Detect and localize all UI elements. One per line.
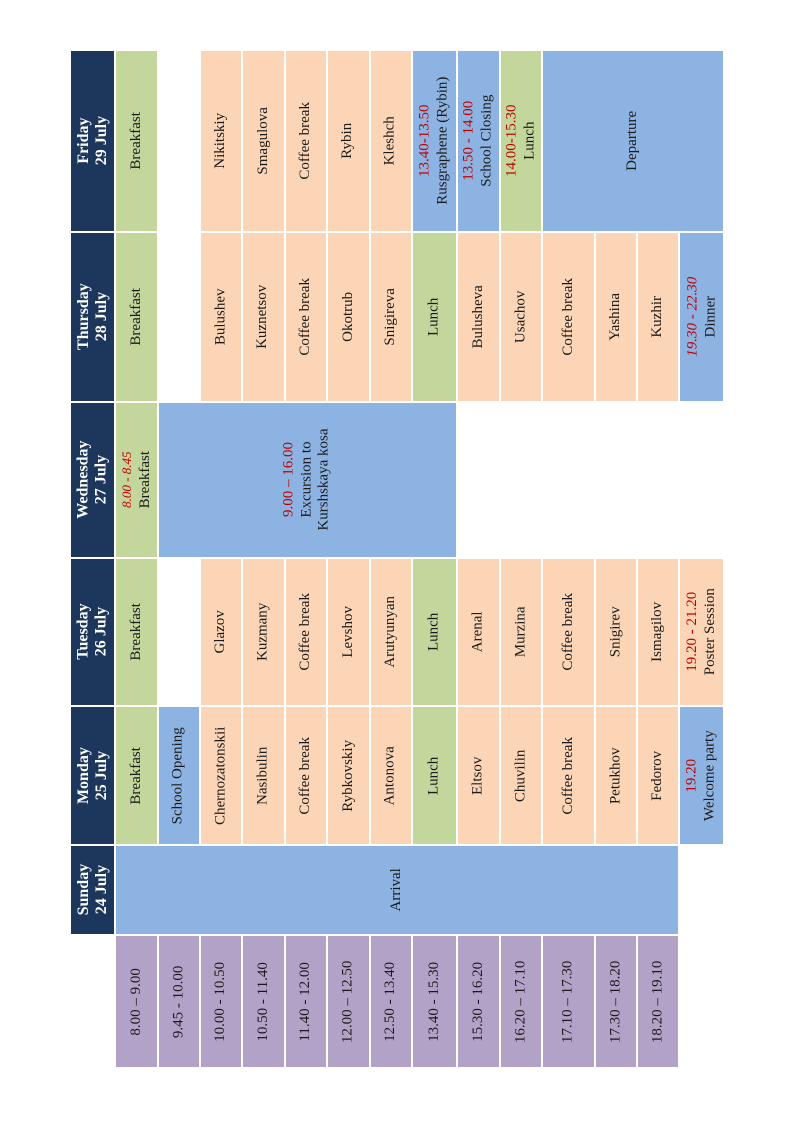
friday-closing xyxy=(457,50,500,232)
cell-text xyxy=(212,962,230,1042)
session-label: Okotrub xyxy=(339,292,356,342)
tuesday-session xyxy=(457,558,500,706)
day-header-tuesday xyxy=(70,558,115,706)
cell-text xyxy=(684,730,719,821)
cell-text xyxy=(128,968,146,1036)
cell-text xyxy=(297,962,315,1041)
session-label: Snigirev xyxy=(607,606,624,658)
event-label: Breakfast xyxy=(136,451,153,509)
session-label: Chernozatonskii xyxy=(212,726,229,825)
cell-text xyxy=(212,289,230,346)
cell-text xyxy=(426,962,444,1042)
cell-text xyxy=(607,607,625,658)
arrival-label: Arrival xyxy=(388,868,405,912)
thursday-session xyxy=(457,232,500,402)
day-name: Sunday xyxy=(74,864,92,916)
time-slot xyxy=(115,935,158,1068)
cell-text xyxy=(297,593,315,671)
day-date: 26 July xyxy=(92,607,110,657)
cell-text xyxy=(297,278,315,356)
cell-text xyxy=(128,288,146,345)
session-label: Coffee break xyxy=(297,736,314,815)
time-slot xyxy=(285,935,327,1068)
tuesday-session xyxy=(637,558,679,706)
monday-session xyxy=(370,706,412,845)
event-label: Lunch xyxy=(521,121,537,161)
session-label: Coffee break xyxy=(559,278,576,356)
friday-lunch xyxy=(500,50,542,232)
cell-text xyxy=(255,746,273,804)
friday-rusgraphene xyxy=(412,50,457,232)
day-name: Tuesday xyxy=(74,603,92,661)
session-label: Coffee break xyxy=(297,278,314,356)
day-name: Thursday xyxy=(74,283,92,351)
event-label: Welcome party xyxy=(701,730,718,821)
time-label: 10.00 - 10.50 xyxy=(212,961,229,1042)
session-label: Chuvilin xyxy=(512,749,529,802)
cell-text xyxy=(382,288,400,346)
session-label: Coffee break xyxy=(559,736,576,815)
tuesday-session xyxy=(242,558,285,706)
friday-session xyxy=(200,50,242,232)
time-label: 9.45 - 10.00 xyxy=(170,965,187,1038)
cell-text xyxy=(388,868,406,911)
cell-text xyxy=(340,606,358,658)
day-name: Wednesday xyxy=(74,440,92,520)
cell-text xyxy=(382,746,400,805)
session-label: Murzina xyxy=(512,606,529,658)
time-slot xyxy=(412,935,457,1068)
thursday-session xyxy=(370,232,412,402)
tuesday-session xyxy=(412,558,457,706)
cell-text xyxy=(297,737,315,815)
cell-text xyxy=(75,864,110,916)
monday-session xyxy=(412,706,457,845)
cell-text xyxy=(128,112,146,169)
session-label: Nikitskiy xyxy=(212,113,229,169)
time-slot xyxy=(637,935,679,1068)
session-label: Antonova xyxy=(382,745,399,806)
session-label: Bulusheva xyxy=(469,285,486,349)
session-label: Breakfast xyxy=(127,603,144,661)
cell-text xyxy=(382,596,400,668)
event-time: 19.20 - 21.20 xyxy=(683,592,700,672)
session-label: Coffee break xyxy=(297,102,314,180)
thursday-session xyxy=(595,232,637,402)
cell-text xyxy=(75,116,110,165)
day-date: 27 July xyxy=(92,455,110,505)
day-date: 29 July xyxy=(92,116,110,166)
cell-text xyxy=(340,960,358,1043)
cell-text xyxy=(512,291,530,344)
session-label: Lunch xyxy=(425,297,442,337)
event-label: Dinner xyxy=(701,296,718,338)
tuesday-session xyxy=(595,558,637,706)
monday-session xyxy=(327,706,370,845)
cell-text xyxy=(560,278,578,356)
monday-session xyxy=(542,706,595,845)
event-time: 19.20 xyxy=(683,758,700,793)
cell-text xyxy=(212,610,230,653)
cell-text xyxy=(560,960,578,1043)
event-time: 13.40-13.50 xyxy=(416,104,433,178)
cell-text xyxy=(684,277,719,357)
cell-text xyxy=(470,962,488,1042)
cell-text xyxy=(607,747,625,804)
monday-session xyxy=(115,706,158,845)
session-label: School Opening xyxy=(170,726,187,825)
monday-session xyxy=(637,706,679,845)
time-slot xyxy=(158,935,200,1068)
cell-text xyxy=(212,726,230,824)
thursday-session xyxy=(637,232,679,402)
cell-text xyxy=(75,284,110,351)
cell-text xyxy=(503,105,538,178)
cell-text xyxy=(255,603,273,661)
arrival-block xyxy=(115,845,679,935)
time-slot xyxy=(500,935,542,1068)
event-time: 19.30 - 22.30 xyxy=(683,277,700,357)
day-header-wednesday xyxy=(70,402,115,558)
cell-text xyxy=(684,588,719,675)
monday-session xyxy=(500,706,542,845)
cell-text xyxy=(382,962,400,1042)
monday-session xyxy=(595,706,637,845)
friday-session xyxy=(370,50,412,232)
day-date: 24 July xyxy=(92,865,110,915)
time-slot xyxy=(200,935,242,1068)
time-slot xyxy=(370,935,412,1068)
time-label: 12.00 – 12.50 xyxy=(339,960,356,1043)
tuesday-session xyxy=(542,558,595,706)
cell-text xyxy=(382,116,400,165)
cell-text xyxy=(170,965,188,1038)
session-label: Kuzmany xyxy=(254,602,271,662)
event-label: School Closing xyxy=(478,94,495,188)
time-label: 17.30 – 18.20 xyxy=(607,960,624,1043)
session-label: Levshov xyxy=(339,606,356,658)
cell-text xyxy=(560,593,578,671)
cell-text xyxy=(560,737,578,815)
time-label: 13.40 - 15.30 xyxy=(425,961,442,1042)
session-label: Rybkovskiy xyxy=(339,739,356,812)
cell-text xyxy=(649,296,667,338)
time-slot xyxy=(327,935,370,1068)
session-label: Lunch xyxy=(425,756,442,795)
event-time: 9.00 – 16.00 xyxy=(280,442,297,518)
session-label: Arutyunyan xyxy=(382,596,399,668)
thursday-session xyxy=(115,232,158,402)
day-name: Monday xyxy=(74,747,92,804)
cell-text xyxy=(340,123,358,159)
event-label: Kurshskaya kosa xyxy=(316,428,333,532)
cell-text xyxy=(417,77,452,205)
time-label: 18.20 – 19.10 xyxy=(649,960,666,1043)
tuesday-session xyxy=(115,558,158,706)
tuesday-session xyxy=(500,558,542,706)
monday-session xyxy=(457,706,500,845)
cell-text xyxy=(297,102,315,180)
session-label: Breakfast xyxy=(127,288,144,346)
session-label: Nasibulin xyxy=(254,746,271,805)
friday-session xyxy=(327,50,370,232)
day-header-friday xyxy=(70,50,115,232)
day-header-monday xyxy=(70,706,115,845)
cell-text xyxy=(607,293,625,341)
thursday-session xyxy=(200,232,242,402)
cell-text xyxy=(75,441,110,519)
session-label: Kuznetsov xyxy=(254,284,271,350)
day-header-thursday xyxy=(70,232,115,402)
day-name: Friday xyxy=(74,117,92,165)
tuesday-session xyxy=(200,558,242,706)
cell-text xyxy=(75,604,110,660)
thursday-session xyxy=(285,232,327,402)
monday-session xyxy=(285,706,327,845)
cell-text xyxy=(255,107,273,175)
session-label: Bulushev xyxy=(212,288,229,346)
session-label: Fedorov xyxy=(649,750,666,801)
friday-session xyxy=(242,50,285,232)
session-label: Eltsov xyxy=(469,756,486,795)
session-label: Kleshch xyxy=(382,116,399,166)
event-label: Excursion to xyxy=(298,441,315,519)
cell-text xyxy=(512,749,530,802)
cell-text xyxy=(340,292,358,342)
cell-text xyxy=(426,756,444,794)
day-header-sunday xyxy=(70,845,115,935)
wednesday-breakfast xyxy=(115,402,158,558)
time-label: 10.50 - 11.40 xyxy=(254,961,271,1042)
departure-label: Departure xyxy=(624,111,641,171)
session-label: Smagulova xyxy=(254,107,271,175)
cell-text xyxy=(128,603,146,660)
monday-session xyxy=(200,706,242,845)
event-time: 13.50 - 14.00 xyxy=(460,101,477,182)
cell-text xyxy=(607,960,625,1043)
time-slot xyxy=(595,935,637,1068)
friday-session xyxy=(285,50,327,232)
session-label: Coffee break xyxy=(559,593,576,671)
cell-text xyxy=(470,612,488,653)
thursday-session xyxy=(542,232,595,402)
tuesday-session xyxy=(370,558,412,706)
cell-text xyxy=(119,451,154,508)
cell-text xyxy=(461,95,496,187)
time-label: 16.20 – 17.10 xyxy=(512,960,529,1043)
thursday-session xyxy=(242,232,285,402)
cell-text xyxy=(212,113,230,169)
day-date: 28 July xyxy=(92,292,110,342)
session-label: Usachov xyxy=(512,290,529,344)
cell-text xyxy=(255,962,273,1041)
session-label: Yashina xyxy=(607,293,624,341)
cell-text xyxy=(649,960,667,1043)
friday-departure xyxy=(542,50,724,232)
session-label: Breakfast xyxy=(127,746,144,805)
session-label: Petukhov xyxy=(607,747,624,804)
cell-text xyxy=(649,751,667,801)
event-time: 14.00-15.30 xyxy=(503,104,520,178)
time-label: 17.10 – 17.30 xyxy=(559,960,576,1043)
time-slot xyxy=(242,935,285,1068)
session-label: Breakfast xyxy=(127,112,144,170)
session-label: Kuzhir xyxy=(649,296,666,338)
time-slot xyxy=(542,935,595,1068)
cell-text xyxy=(340,740,358,812)
monday-session xyxy=(242,706,285,845)
monday-session xyxy=(158,706,200,845)
cell-text xyxy=(255,285,273,349)
cell-text xyxy=(281,429,334,531)
session-label: Rybin xyxy=(339,122,356,160)
cell-text xyxy=(170,727,188,824)
cell-text xyxy=(426,613,444,651)
wednesday-excursion xyxy=(158,402,457,558)
event-label: Rusgraphene (Rybin) xyxy=(434,76,451,206)
session-label: Lunch xyxy=(425,612,442,652)
time-slot xyxy=(457,935,500,1068)
time-label: 11.40 - 12.00 xyxy=(297,961,314,1042)
cell-text xyxy=(75,747,110,804)
tuesday-evening xyxy=(679,558,724,706)
day-date: 25 July xyxy=(92,750,110,801)
session-label: Ismagilov xyxy=(649,602,666,662)
thursday-session xyxy=(500,232,542,402)
session-label: Glazov xyxy=(212,610,229,654)
thursday-session xyxy=(327,232,370,402)
cell-text xyxy=(649,602,667,662)
cell-text xyxy=(426,298,444,336)
friday-session xyxy=(115,50,158,232)
cell-text xyxy=(470,285,488,348)
cell-text xyxy=(512,607,530,658)
cell-text xyxy=(512,960,530,1043)
thursday-evening xyxy=(679,232,724,402)
tuesday-session xyxy=(327,558,370,706)
session-label: Coffee break xyxy=(297,593,314,671)
cell-text xyxy=(624,111,642,171)
cell-text xyxy=(470,756,488,794)
event-time: 8.00 - 8.45 xyxy=(118,451,134,509)
time-label: 15.30 - 16.20 xyxy=(469,961,486,1042)
monday-evening xyxy=(679,706,724,845)
session-label: Snigireva xyxy=(382,288,399,346)
tuesday-session xyxy=(285,558,327,706)
cell-text xyxy=(128,747,146,804)
time-label: 8.00 – 9.00 xyxy=(127,967,144,1036)
time-label: 12.50 - 13.40 xyxy=(382,961,399,1042)
thursday-session xyxy=(412,232,457,402)
session-label: Arenal xyxy=(469,611,486,653)
event-label: Poster Session xyxy=(701,588,718,676)
